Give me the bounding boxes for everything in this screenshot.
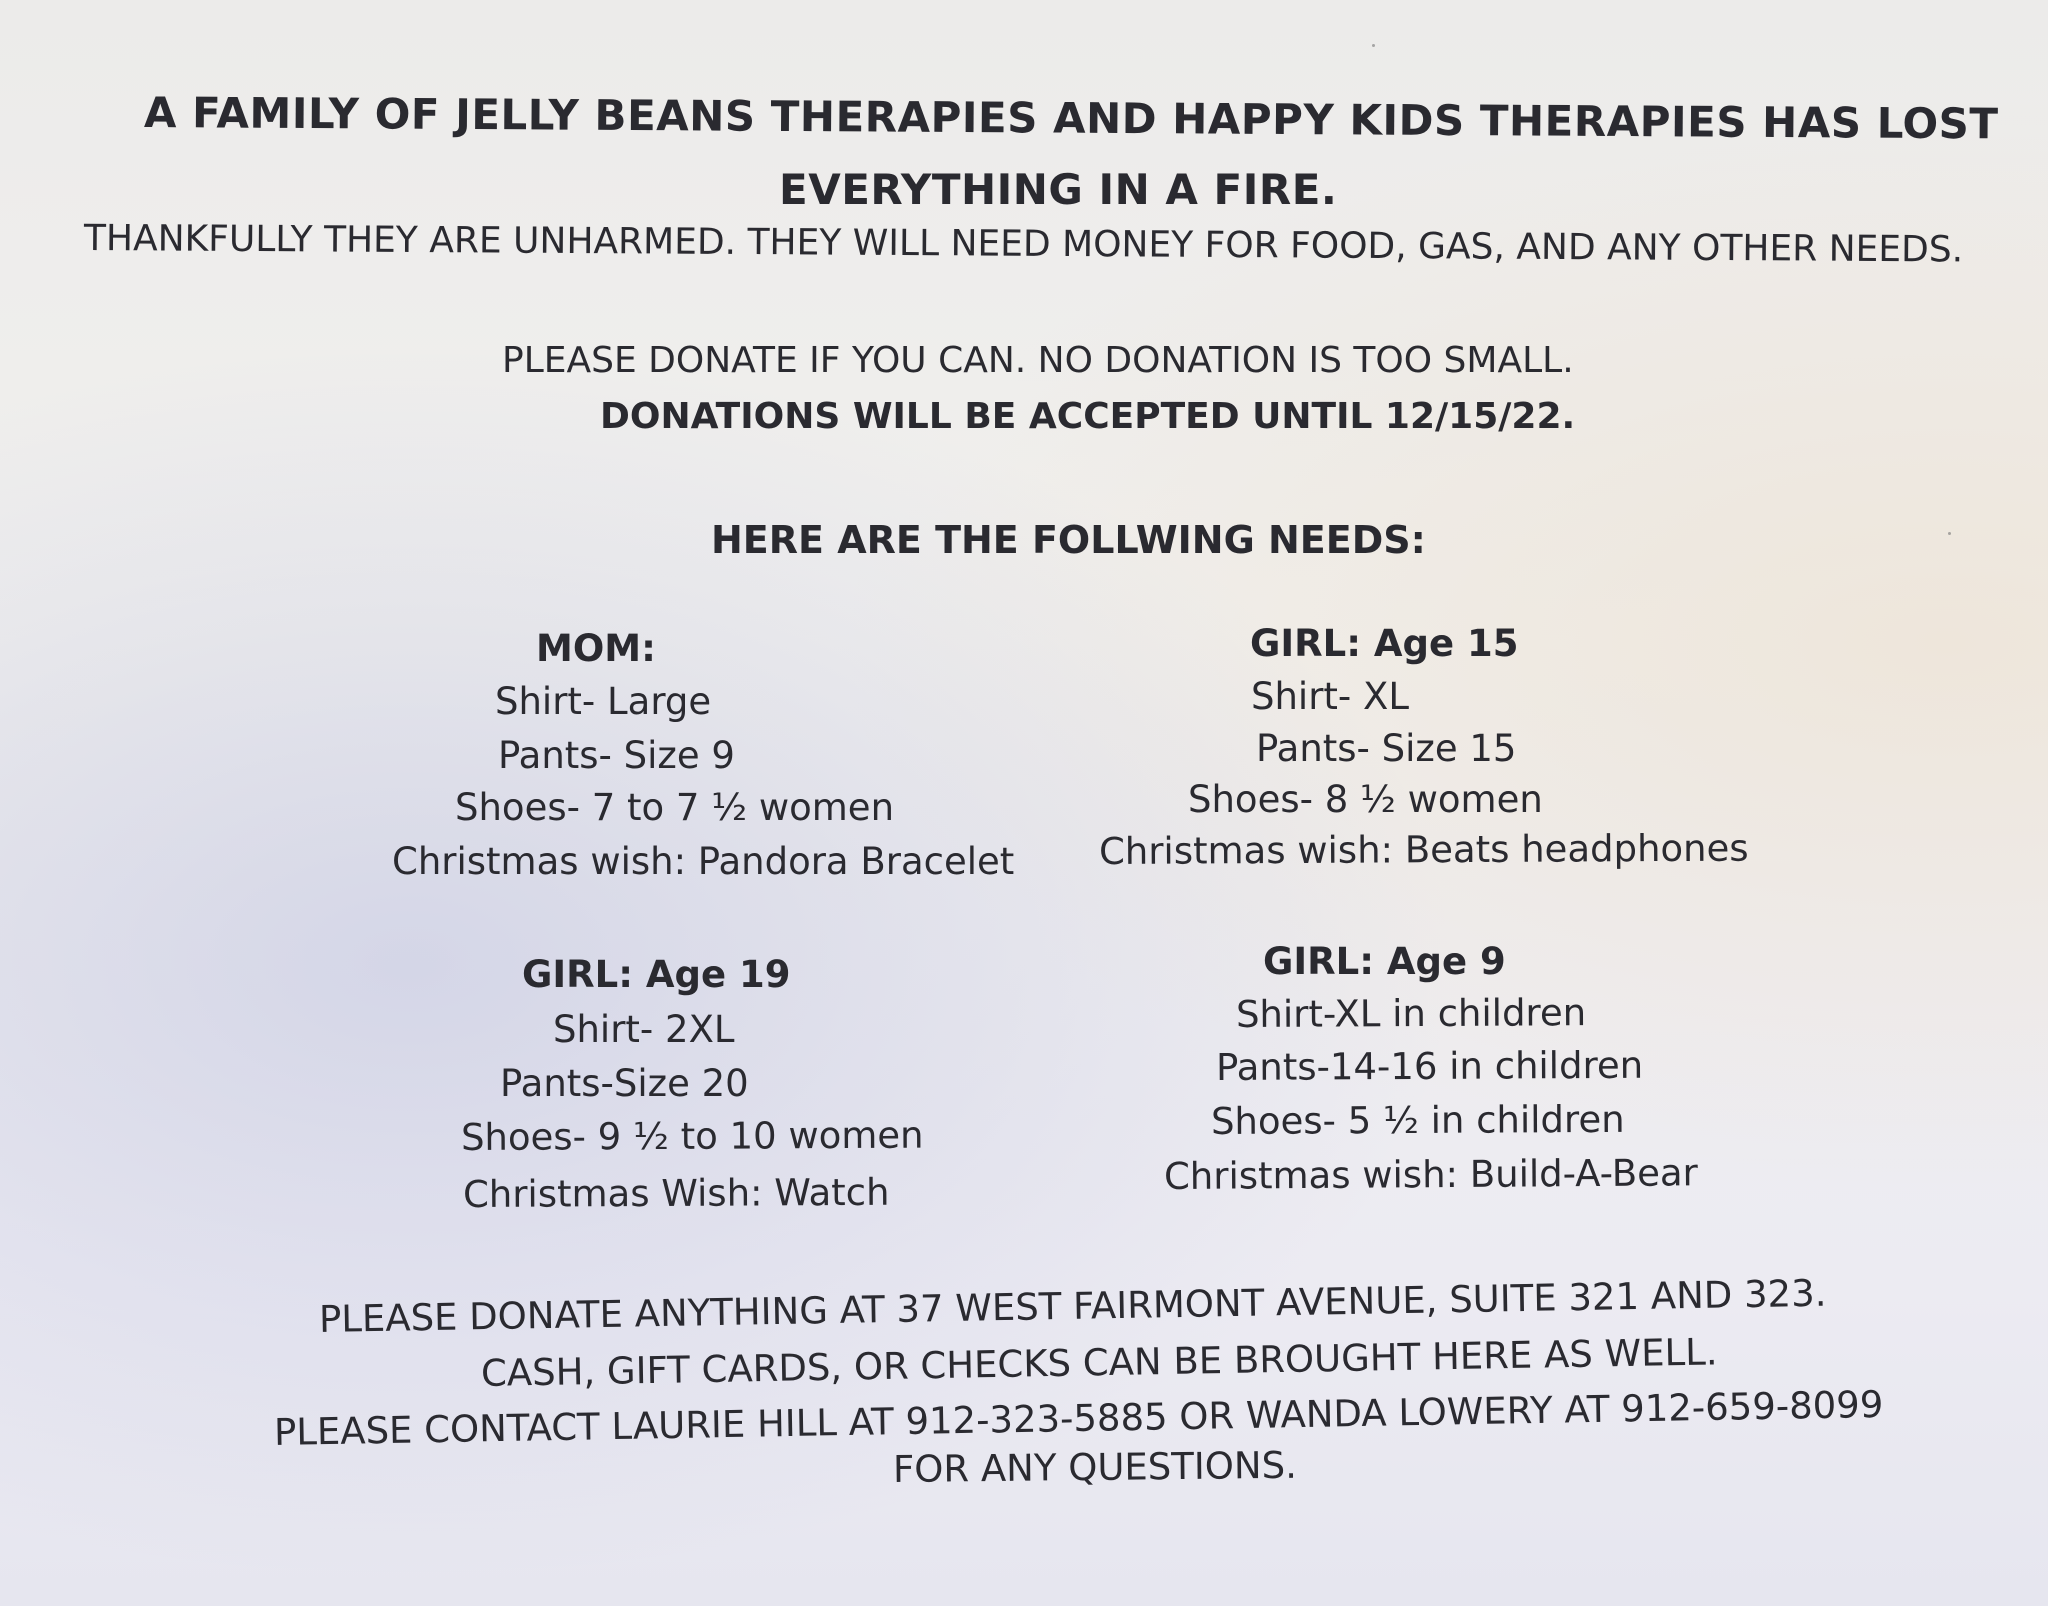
headline-line-1: A FAMILY OF JELLY BEANS THERAPIES AND HAPPY KIDS THERAPIES HAS LOST <box>143 88 1999 149</box>
mom-shoes: Shoes- 7 to 7 ½ women <box>455 786 895 829</box>
girl19-shirt: Shirt- 2XL <box>553 1008 735 1051</box>
needs-heading: HERE ARE THE FOLLWING NEEDS: <box>711 518 1426 562</box>
girl19-shoes: Shoes- 9 ½ to 10 women <box>460 1113 924 1159</box>
girl15-wish: Christmas wish: Beats headphones <box>1098 826 1749 873</box>
subhead: THANKFULLY THEY ARE UNHARMED. THEY WILL NEED MONEY FOR FOOD, GAS, AND ANY OTHER NEEDS. <box>83 218 1964 271</box>
mom-title: MOM: <box>536 627 656 670</box>
girl9-shoes: Shoes- 5 ½ in children <box>1210 1097 1625 1143</box>
girl9-pants: Pants-14-16 in children <box>1215 1043 1644 1089</box>
paper-speck <box>1948 532 1951 535</box>
mom-wish: Christmas wish: Pandora Bracelet <box>392 840 1015 883</box>
girl19-title: GIRL: Age 19 <box>522 953 791 996</box>
paper-speck <box>1372 44 1375 47</box>
headline-line-2: EVERYTHING IN A FIRE. <box>779 165 1338 214</box>
girl19-pants: Pants-Size 20 <box>500 1062 749 1105</box>
girl9-wish: Christmas wish: Build-A-Bear <box>1163 1151 1698 1198</box>
girl9-title: GIRL: Age 9 <box>1263 940 1506 983</box>
donate-appeal: PLEASE DONATE IF YOU CAN. NO DONATION IS TOO SMALL. <box>502 340 1574 381</box>
girl15-shoes: Shoes- 8 ½ women <box>1188 778 1543 821</box>
mom-pants: Pants- Size 9 <box>498 734 735 777</box>
footer-cash-note: CASH, GIFT CARDS, OR CHECKS CAN BE BROUGHT HERE AS WELL. <box>480 1330 1718 1395</box>
footer-questions: FOR ANY QUESTIONS. <box>892 1443 1298 1491</box>
girl19-wish: Christmas Wish: Watch <box>462 1170 890 1216</box>
girl15-pants: Pants- Size 15 <box>1256 727 1517 770</box>
girl9-shirt: Shirt-XL in children <box>1235 991 1587 1036</box>
mom-shirt: Shirt- Large <box>495 680 712 723</box>
girl15-shirt: Shirt- XL <box>1251 675 1410 718</box>
donate-deadline: DONATIONS WILL BE ACCEPTED UNTIL 12/15/22. <box>600 396 1576 437</box>
footer-address: PLEASE DONATE ANYTHING AT 37 WEST FAIRMONT AVENUE, SUITE 321 AND 323. <box>318 1271 1827 1341</box>
girl15-title: GIRL: Age 15 <box>1250 622 1519 665</box>
footer-contact: PLEASE CONTACT LAURIE HILL AT 912-323-5885 OR WANDA LOWERY AT 912-659-8099 <box>273 1382 1884 1454</box>
